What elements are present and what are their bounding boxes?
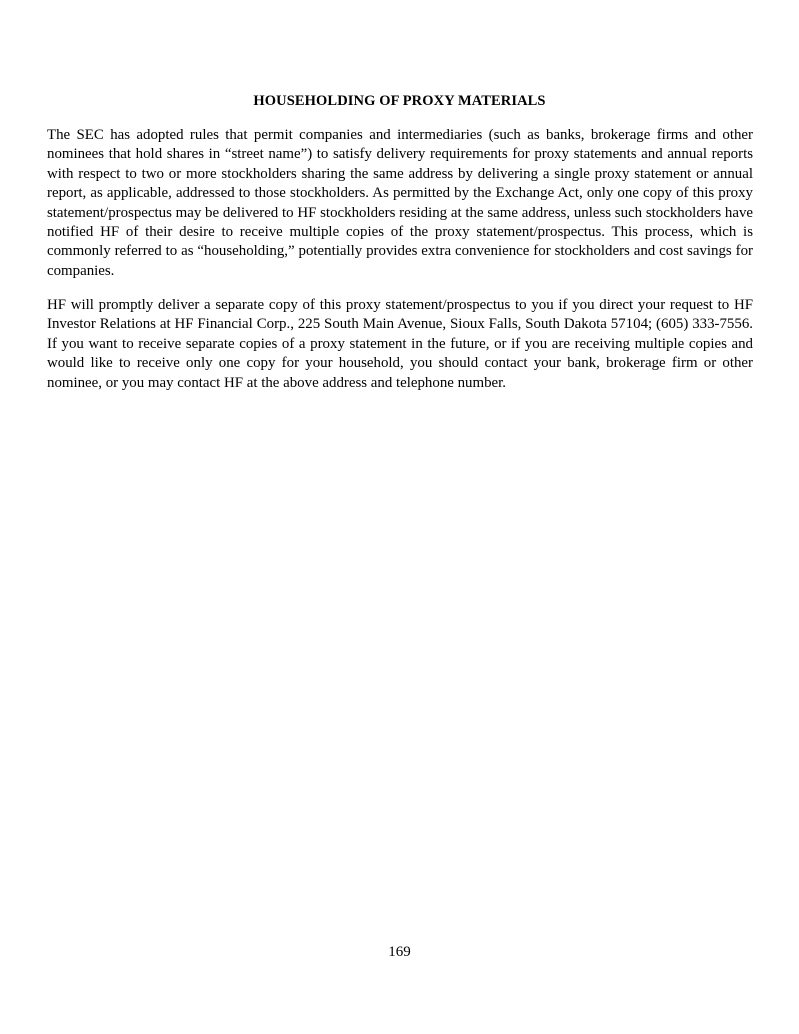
section-heading: HOUSEHOLDING OF PROXY MATERIALS [253, 93, 546, 109]
separate-copy-request-paragraph: HF will promptly deliver a separate copy of this proxy statement/prospectus to you if you direct your request to HF Investor Relations at HF Financial Corp., 225 South Main Avenue, Sioux Falls, South Dakota 57104; (605) 333-7556. If you want to receive separate copies of a proxy statement in the future, or if you are receiving multiple copies and would like to receive only one copy for your household, you should contact your bank, brokerage firm or other nominee, or you may contact HF at the above address and telephone number. [47, 297, 753, 391]
page-number: 169 [388, 944, 411, 960]
householding-rules-paragraph: The SEC has adopted rules that permit companies and intermediaries (such as banks, brokerage firms and other nominees that hold shares in “street name”) to satisfy delivery requirements for proxy statements and annual reports with respect to two or more stockholders sharing the same address by delivering a single proxy statement or annual report, as applicable, addressed to those stockholders. As permitted by the Exchange Act, only one copy of this proxy statement/prospectus may be delivered to HF stockholders residing at the same address, unless such stockholders have notified HF of their desire to receive multiple copies of the proxy statement/prospectus. This process, which is commonly referred to as “householding,” potentially provides extra convenience for stockholders and cost savings for companies. [47, 127, 753, 279]
